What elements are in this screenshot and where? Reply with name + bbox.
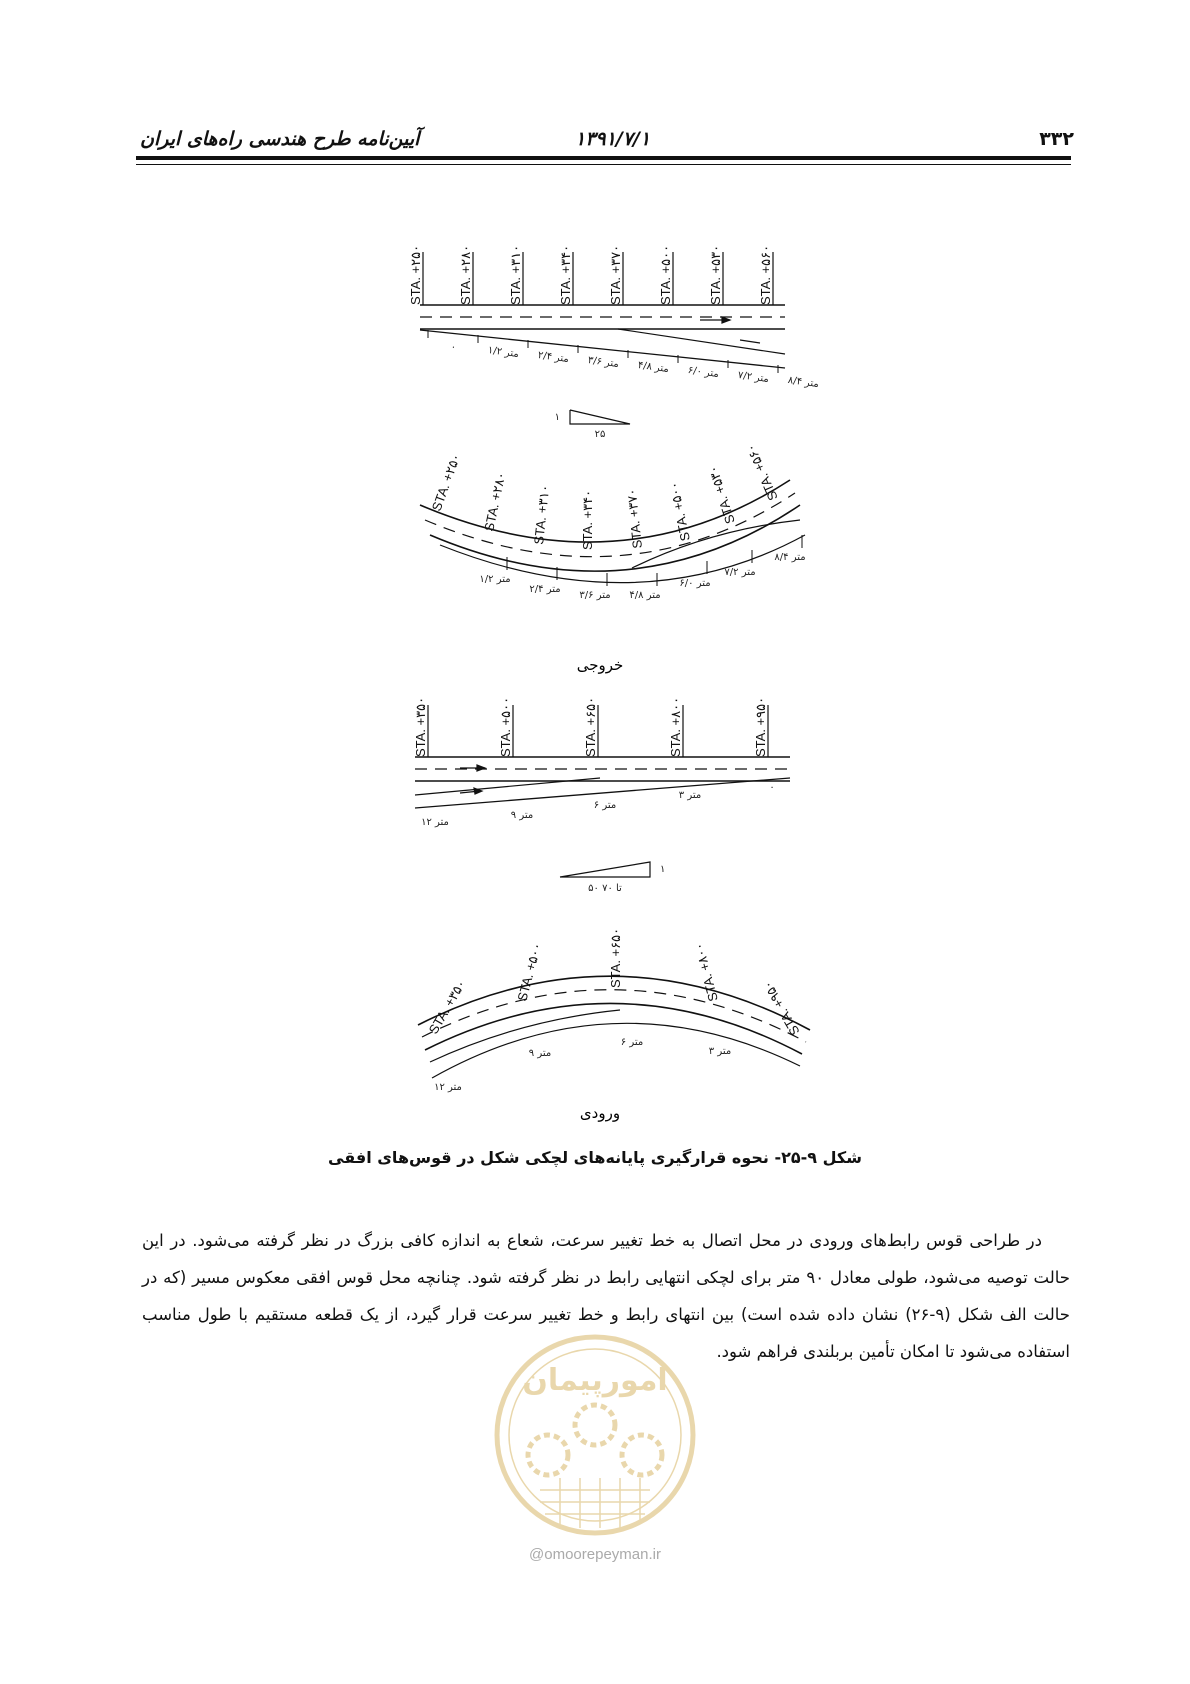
- entry-taper-run: ۵۰ تا ۷۰: [588, 883, 622, 894]
- exit-curve-offset-label: ۶/۰ متر: [679, 578, 711, 589]
- entry-curve-station-label: STA. +۶۵۰: [608, 927, 623, 988]
- entry-taper-triangle: [560, 862, 650, 877]
- exit-curve-station-label: STA. +۵۳۰: [705, 463, 738, 526]
- svg-text:امورپیمان: امورپیمان: [522, 1363, 668, 1398]
- exit-curve-station-label: STA. +۳۷۰: [623, 487, 645, 550]
- exit-curve-offset-label: ۷/۲ متر: [724, 567, 756, 578]
- entry-curve-station-label: STA. +۹۵۰: [759, 978, 803, 1038]
- watermark-url: @omoorepeyman.ir: [529, 1546, 661, 1563]
- exit-taper-run: ۲۵: [594, 429, 606, 440]
- entry-offset-label: ۰: [769, 782, 775, 793]
- exit-station-label: STA. +۵۰۰: [658, 244, 673, 305]
- exit-curve-station-label: STA. +۵۰۰: [665, 480, 693, 543]
- entry-curve-offset-label: ۳ متر: [708, 1046, 732, 1057]
- entry-offset-label: ۱۲ متر: [421, 817, 449, 828]
- exit-station-label: STA. +۲۸۰: [458, 244, 473, 305]
- entry-curve-station-label: STA. +۳۵۰: [425, 976, 469, 1037]
- entry-curve-offset-label: ۶ متر: [620, 1037, 644, 1048]
- entry-station-label: STA. +۳۵۰: [413, 696, 428, 757]
- book-title: آیین‌نامه طرح هندسی راه‌های ایران: [140, 128, 420, 150]
- entry-curve-offset-label: ۹ متر: [528, 1048, 552, 1059]
- exit-curve-station-label: STA. +۳۱۰: [531, 483, 553, 546]
- entry-station-label: STA. +۹۵۰: [753, 696, 768, 757]
- exit-curve-station-label: STA. +۲۸۰: [481, 470, 509, 533]
- entry-taper-rise: ۱: [660, 864, 666, 875]
- exit-curve-station-label: STA. +۳۴۰: [580, 489, 595, 550]
- exit-offset-label: ۶/۰ متر: [687, 364, 720, 381]
- exit-station-label: STA. +۳۱۰: [508, 244, 523, 305]
- exit-offset-label: ۱/۲ متر: [487, 344, 520, 361]
- entry-curve-station-label: STA. +۵۰۰: [514, 940, 545, 1003]
- exit-station-label: STA. +۵۳۰: [708, 244, 723, 305]
- entry-offset-label: ۳ متر: [678, 790, 702, 801]
- entry-straight-diagram: [415, 705, 790, 808]
- entry-offset-label: ۹ متر: [510, 810, 534, 821]
- exit-offset-label: ۳/۶ متر: [587, 354, 620, 371]
- exit-offset-label: ۸/۴ متر: [787, 374, 820, 391]
- exit-curve-offset-label: ۴/۸ متر: [629, 590, 661, 601]
- exit-offset-label: ۲/۴ متر: [537, 349, 570, 366]
- entry-station-label: STA. +۸۰۰: [668, 696, 683, 757]
- entry-label: ورودی: [579, 1104, 621, 1122]
- header-date: ۱۳۹۱/۷/۱: [575, 128, 651, 150]
- exit-station-label: STA. +۳۷۰: [608, 244, 623, 305]
- watermark-seal: [490, 1330, 700, 1540]
- exit-curve-offset-label: ۲/۴ متر: [529, 584, 561, 595]
- exit-curve-station-label: STA. +۲۵۰: [428, 451, 464, 514]
- body-paragraph: در طراحی قوس رابط‌های ورودی در محل اتصال به خط تغییر سرعت، شعاع به اندازه کافی بزرگ در نظر گرفته می‌شود. در این حالت توصیه می‌شود، طولی معادل ۹۰ متر برای لچکی انتهایی رابط در نظر گرفته شود. چنانچه محل قوس افقی معکوس مسیر (که در حالت الف شکل (۹-۲۶) نشان داده شده است) بین انتهای رابط و خط تغییر سرعت قرار گیرد، از یک قطعه مستقیم با طول مناسب استفاده می‌شود تا امکان تأمین بربلندی فراهم شود.: [142, 1231, 1071, 1361]
- exit-station-label: STA. +۵۶۰: [758, 244, 773, 305]
- exit-curve-offset-label: ۳/۶ متر: [579, 590, 611, 601]
- entry-curve-offset-label: ۱۲ متر: [434, 1082, 462, 1093]
- exit-station-label: STA. +۲۵۰: [408, 244, 423, 305]
- figure-caption: شکل ۹-۲۵- نحوه قرارگیری پایانه‌های لچکی شکل در قوس‌های افقی: [328, 1148, 862, 1167]
- exit-station-label: STA. +۳۴۰: [558, 244, 573, 305]
- entry-curve-diagram: [418, 976, 810, 1078]
- exit-curve-station-label: STA. +۵۶۰: [742, 441, 781, 503]
- entry-curve-station-label: STA. +۸۰۰: [690, 941, 721, 1004]
- exit-offset-label: ۴/۸ متر: [637, 359, 670, 376]
- exit-curve-offset-label: ۸/۴ متر: [774, 552, 806, 563]
- entry-offset-label: ۶ متر: [593, 800, 617, 811]
- exit-offset-label: ۷/۲ متر: [737, 369, 770, 386]
- exit-label: خروجی: [576, 656, 624, 674]
- page-number: ۳۳۲: [1039, 128, 1074, 150]
- exit-straight-diagram: [420, 252, 785, 376]
- exit-offset-label: ۰: [449, 341, 457, 354]
- exit-curve-offset-label: ۱/۲ متر: [479, 574, 511, 585]
- exit-taper-rise: ۱: [554, 412, 560, 423]
- entry-station-label: STA. +۶۵۰: [583, 696, 598, 757]
- exit-taper-triangle: [570, 410, 630, 424]
- entry-station-label: STA. +۵۰۰: [498, 696, 513, 757]
